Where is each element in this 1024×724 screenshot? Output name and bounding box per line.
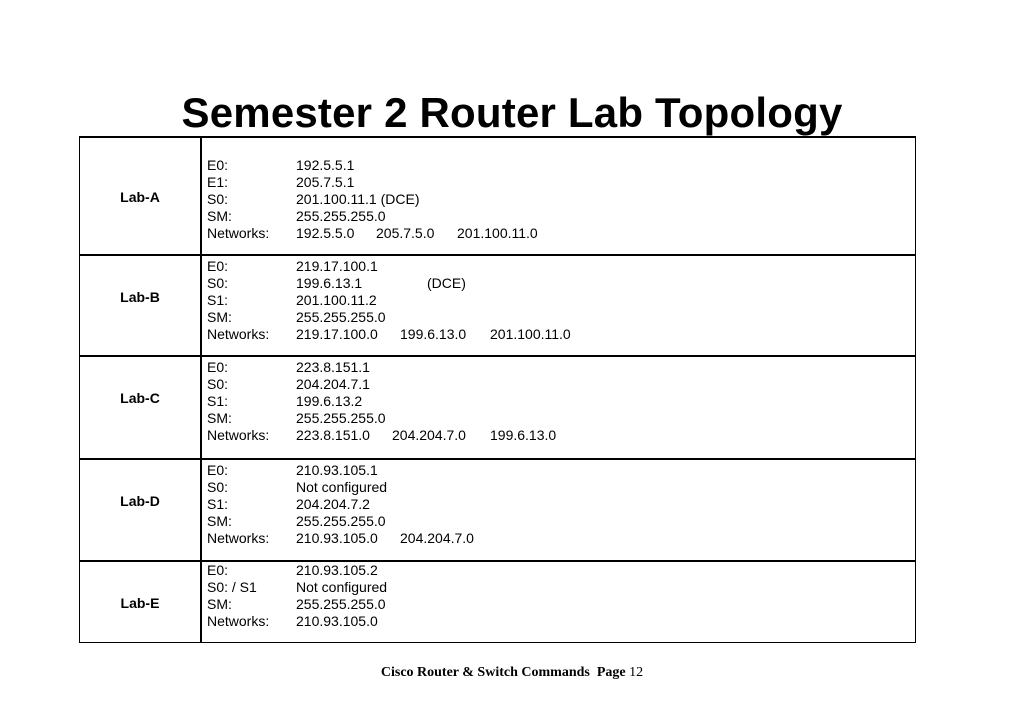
entry-value (296, 258, 378, 275)
entry-value (296, 393, 362, 410)
entry-value (296, 157, 354, 174)
subnet-mask-value: 255.255.255.0 (296, 410, 386, 426)
entry-key: E0: (207, 157, 229, 173)
address-value: 204.204.7.2 (296, 496, 370, 512)
address-value: 210.93.105.1 (296, 462, 378, 478)
network-value: 199.6.13.0 (400, 326, 467, 342)
entry-value (296, 326, 571, 343)
lab-name: Lab-A (120, 189, 160, 205)
entry-value (296, 275, 466, 292)
lab-row-c (80, 355, 915, 460)
entry-value (296, 427, 556, 444)
entry-value (296, 225, 538, 242)
network-value: 199.6.13.0 (490, 427, 557, 443)
status-value: Not configured (296, 579, 388, 595)
address-value: 205.7.5.1 (296, 174, 355, 190)
lab-row-e (80, 560, 915, 645)
dce-label: (DCE) (427, 275, 466, 291)
entry-key: S0: (207, 376, 229, 392)
entry-value (296, 579, 387, 596)
entry-value (296, 359, 370, 376)
network-value: 223.8.151.0 (296, 427, 370, 443)
network-value: 201.100.11.0 (457, 225, 538, 241)
address-value: 210.93.105.2 (296, 562, 378, 578)
entry-key: SM: (207, 208, 232, 224)
address-value: 204.204.7.1 (296, 376, 370, 392)
lab-row-b (80, 254, 915, 357)
entry-key: S1: (207, 393, 229, 409)
footer-text: Cisco Router & Switch Commands (380, 665, 590, 680)
entry-key: S1: (207, 292, 229, 308)
network-value: 205.7.5.0 (376, 225, 435, 241)
entry-value (296, 462, 378, 479)
entry-key: E0: (207, 359, 229, 375)
entry-key: SM: (207, 309, 232, 325)
lab-name: Lab-D (120, 493, 160, 509)
entry-key: SM: (207, 513, 232, 529)
entry-key: Networks: (207, 225, 270, 241)
address-value: 199.6.13.1 (296, 275, 363, 291)
entry-value (296, 208, 386, 225)
entry-key: E0: (207, 462, 229, 478)
entry-key: E1: (207, 174, 229, 190)
entry-value (296, 191, 420, 208)
network-value: 210.93.105.0 (296, 613, 378, 629)
page-footer (0, 664, 1024, 681)
entry-key: E0: (207, 258, 229, 274)
entry-value (296, 513, 386, 530)
entry-value (296, 479, 387, 496)
address-value: 199.6.13.2 (296, 393, 363, 409)
entry-key: Networks: (207, 427, 270, 443)
network-value: 201.100.11.0 (490, 326, 571, 342)
lab-row-a (80, 138, 915, 256)
network-value: 210.93.105.0 (296, 530, 378, 546)
lab-topology-table (79, 136, 916, 643)
entry-key: S0: (207, 275, 229, 291)
lab-name: Lab-B (120, 289, 160, 305)
entry-value (296, 309, 386, 326)
lab-name: Lab-E (120, 595, 160, 611)
entry-key: Networks: (207, 530, 270, 546)
address-value: 192.5.5.1 (296, 157, 355, 173)
status-value: Not configured (296, 479, 388, 495)
network-value: 204.204.7.0 (392, 427, 466, 443)
entry-key: E0: (207, 562, 229, 578)
network-value: 204.204.7.0 (400, 530, 474, 546)
lab-row-d (80, 458, 915, 562)
network-value: 219.17.100.0 (296, 326, 378, 342)
entry-value (296, 530, 474, 547)
entry-key: S0: (207, 479, 229, 495)
entry-key: S0: / S1 (207, 579, 257, 595)
entry-value (296, 496, 370, 513)
entry-value (296, 410, 386, 427)
subnet-mask-value: 255.255.255.0 (296, 513, 386, 529)
entry-value (296, 292, 377, 309)
address-value: 201.100.11.2 (296, 292, 377, 308)
subnet-mask-value: 255.255.255.0 (296, 309, 386, 325)
address-value: 219.17.100.1 (296, 258, 378, 274)
page-title: Semester 2 Router Lab Topology (181, 89, 843, 136)
network-value: 192.5.5.0 (296, 225, 355, 241)
subnet-mask-value: 255.255.255.0 (296, 208, 386, 224)
entry-key: S1: (207, 496, 229, 512)
footer-page-number: 12 (629, 665, 644, 680)
entry-key: S0: (207, 191, 229, 207)
entry-value (296, 376, 370, 393)
entry-key: SM: (207, 596, 232, 612)
entry-key: Networks: (207, 326, 270, 342)
entry-key: SM: (207, 410, 232, 426)
footer-page-label: Page (596, 665, 626, 680)
address-value: 201.100.11.1 (296, 191, 377, 207)
subnet-mask-value: 255.255.255.0 (296, 596, 386, 612)
address-value: 223.8.151.1 (296, 359, 370, 375)
entry-value (296, 613, 378, 630)
entry-key: Networks: (207, 613, 270, 629)
lab-name: Lab-C (120, 390, 160, 406)
dce-label: (DCE) (380, 191, 420, 207)
entry-value (296, 596, 386, 613)
entry-value (296, 562, 378, 579)
entry-value (296, 174, 354, 191)
